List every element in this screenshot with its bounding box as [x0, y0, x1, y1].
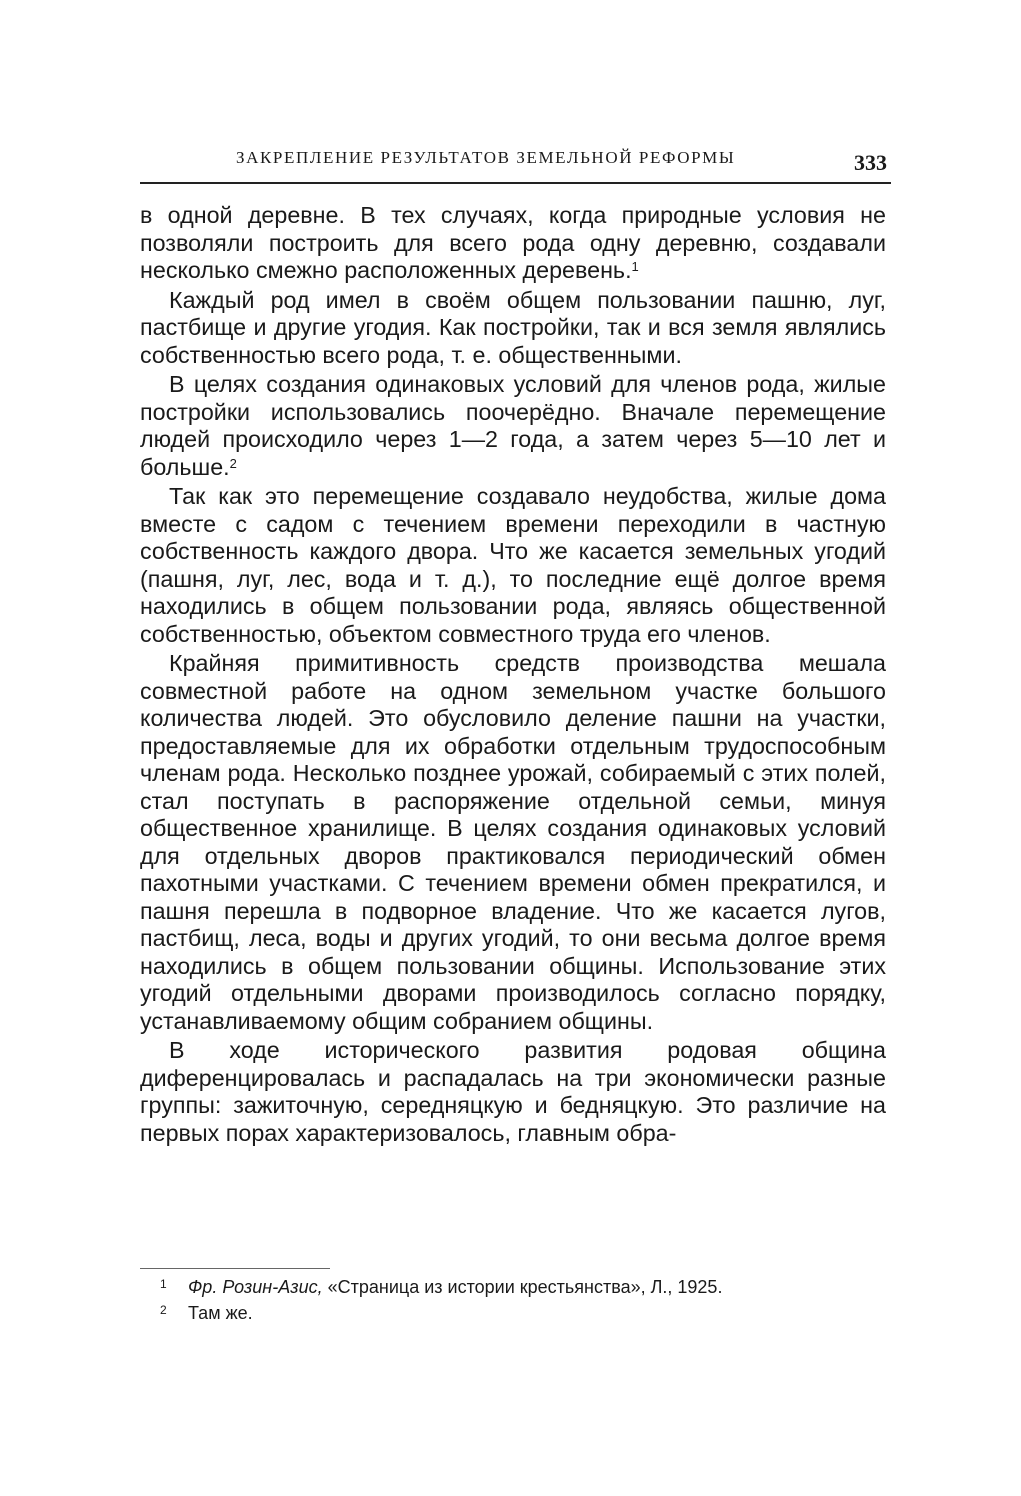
running-header	[140, 142, 891, 184]
body-text	[140, 202, 886, 1149]
paragraph-text: в одной деревне. В тех случаях, когда природные условия не позволяли построить для всего рода одну деревню, создавали несколько смежно расположенных деревень.	[140, 202, 886, 283]
paragraph-text: В ходе исторического развития родовая община диференцировалась и распадалась на три экономически разные группы: зажиточную, середняцкую и бедняцкую. Это различие на первых порах характеризовалось, главным обра-	[140, 1037, 886, 1146]
footnote-reference: 1	[631, 259, 639, 274]
paragraph	[140, 287, 886, 370]
footnote-reference: 2	[229, 455, 237, 471]
footnote-author: Фр. Розин-Азис,	[188, 1277, 323, 1297]
footnote-text: Там же.	[188, 1303, 253, 1323]
footnote-body	[188, 1301, 253, 1325]
page-number: 333	[854, 150, 887, 175]
footnote-mark: 1	[160, 1277, 167, 1291]
footnotes	[160, 1275, 890, 1327]
footnote-body	[188, 1275, 722, 1299]
paragraph-text: Так как это перемещение создавало неудобства, жилые дома вместе с садом с течением времени переходили в частную собственность каждого двора. Что же касается земельных угодий (пашня, луг, лес, вода и т. д.), то последние ещё долгое время находились в общем пользовании рода, являясь общественной собственностью, объектом совместного труда его членов.	[140, 483, 886, 647]
paragraph-text: Крайняя примитивность средств производства мешала совместной работе на одном земельном участке большого количества людей. Это обусловило деление пашни на участки, предоставляемые для их обработки отдельным трудоспособным членам рода. Несколько позднее урожай, собираемый с этих полей, стал поступать в распоряжение отдельной семьи, минуя общественное хранилище. В целях создания одинаковых условий для отдельных дворов практиковался периодический обмен пахотными участками. С течением времени обмен прекратился, и пашня перешла в подворное владение. Что же касается лугов, пастбищ, леса, воды и других угодий, то они весьма долгое время находились в общем пользовании общины. Использование этих угодий отдельными дворами производилось согласно порядку, устанавливаемому общим собранием общины.	[140, 650, 886, 1034]
paragraph	[140, 650, 886, 1035]
footnote	[160, 1275, 890, 1301]
paragraph-text: В целях создания одинаковых условий для членов рода, жилые постройки использовались поочерёдно. Вначале перемещение людей происходило через 1—2 года, а затем через 5—10 лет и больше.	[140, 371, 886, 480]
footnote-mark: 2	[160, 1303, 167, 1317]
paragraph-text: Каждый род имел в своём общем пользовании пашню, луг, пастбище и другие угодия. Как постройки, так и вся земля являлись собственностью всего рода, т. е. общественными.	[140, 286, 886, 368]
footnote-divider	[140, 1268, 330, 1269]
footnote	[160, 1301, 890, 1327]
footnote-text: «Страница из истории крестьянства», Л., 1925.	[327, 1277, 723, 1297]
paragraph	[140, 371, 886, 481]
paragraph	[140, 483, 886, 648]
paragraph	[140, 1037, 886, 1147]
paragraph	[140, 202, 886, 285]
running-title: ЗАКРЕПЛЕНИЕ РЕЗУЛЬТАТОВ ЗЕМЕЛЬНОЙ РЕФОРМЫ	[236, 148, 736, 167]
